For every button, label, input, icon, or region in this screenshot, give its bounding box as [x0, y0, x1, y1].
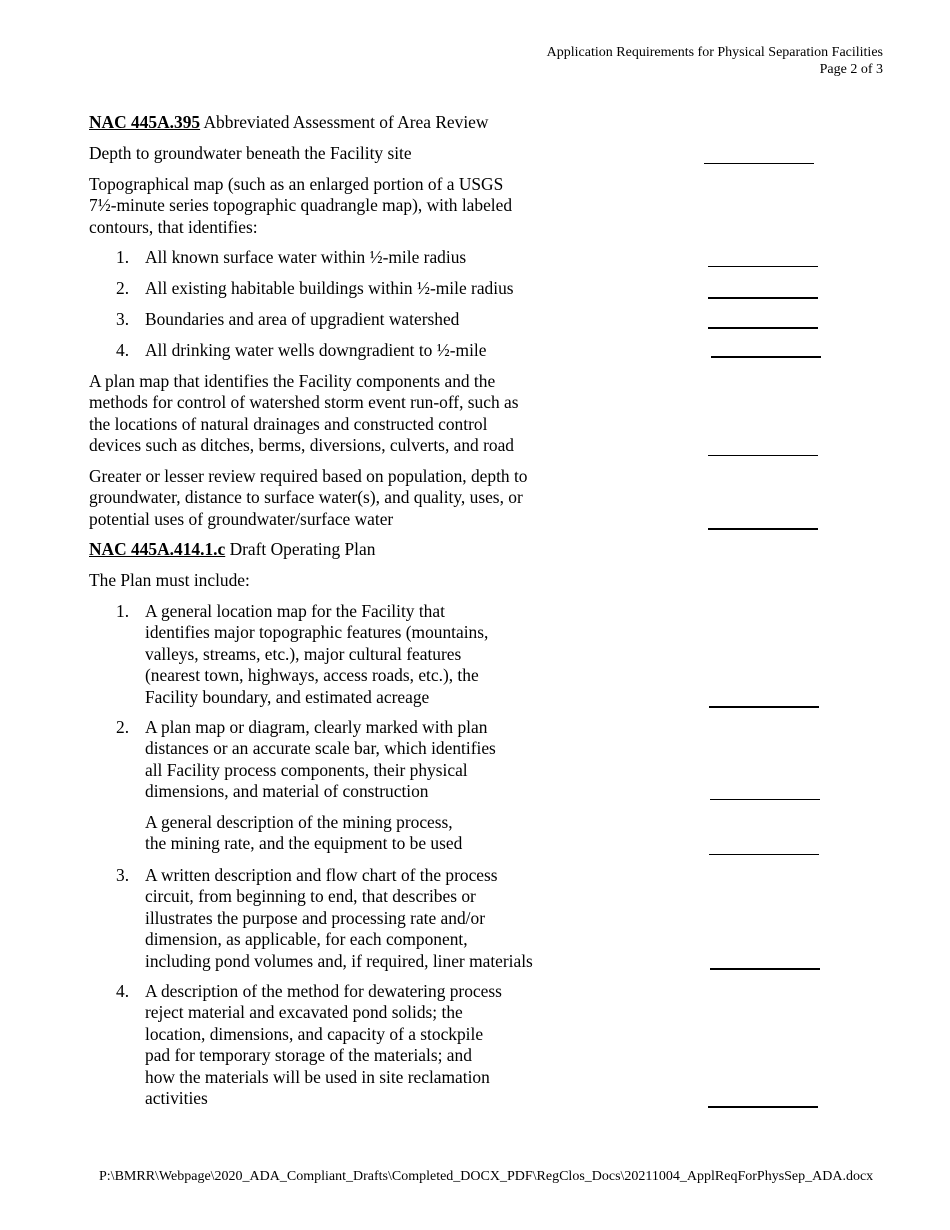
requirement-plan-map-line: the locations of natural drainages and constructed control	[89, 414, 488, 434]
page-header	[547, 44, 883, 78]
checkbox-line[interactable]	[708, 297, 818, 299]
regulation-code: NAC 445A.414.1.c	[89, 539, 226, 559]
checkbox-line[interactable]	[708, 266, 818, 267]
list-item-line: A general description of the mining process,	[145, 812, 453, 832]
list-item-line: A description of the method for dewatering process	[145, 981, 502, 1001]
list-number: 4.	[116, 340, 130, 360]
list-item-line: A general location map for the Facility that	[145, 601, 445, 621]
list-item-line: activities	[145, 1088, 208, 1108]
list-item-line: distances or an accurate scale bar, which identifies	[145, 738, 496, 758]
list-number: 2.	[116, 278, 130, 298]
list-item: All existing habitable buildings within ½-mile radius	[145, 278, 514, 298]
requirement-topo-line: contours, that identifies:	[89, 217, 258, 237]
requirement-topo-line: 7½-minute series topographic quadrangle map), with labeled	[89, 195, 513, 215]
requirement-plan-map-line: methods for control of watershed storm event run-off, such as	[89, 392, 519, 412]
list-item-line: pad for temporary storage of the materials; and	[145, 1045, 472, 1065]
requirement-review-line: potential uses of groundwater/surface water	[89, 509, 394, 529]
list-number: 1.	[116, 247, 130, 267]
section-title: Abbreviated Assessment of Area Review	[200, 112, 489, 132]
list-item-line: reject material and excavated pond solids; the	[145, 1002, 463, 1022]
list-item-line: including pond volumes and, if required, liner materials	[145, 951, 533, 971]
checkbox-line[interactable]	[711, 356, 821, 358]
list-item: All known surface water within ½-mile radius	[145, 247, 467, 267]
list-item-line: (nearest town, highways, access roads, etc.), the	[145, 665, 479, 685]
requirement-topo-line: Topographical map (such as an enlarged portion of a USGS	[89, 174, 504, 194]
checkbox-line[interactable]	[709, 706, 819, 708]
regulation-code: NAC 445A.395	[89, 112, 201, 132]
list-item-line: how the materials will be used in site reclamation	[145, 1067, 490, 1087]
list-item-line: A plan map or diagram, clearly marked with plan	[145, 717, 488, 737]
list-item: All drinking water wells downgradient to ½-mile	[145, 340, 487, 360]
list-item-line: the mining rate, and the equipment to be used	[145, 833, 463, 853]
checkbox-line[interactable]	[708, 327, 818, 329]
list-item-line: Facility boundary, and estimated acreage	[145, 687, 430, 707]
list-item-line: dimension, as applicable, for each component,	[145, 929, 468, 949]
checkbox-line[interactable]	[709, 854, 819, 855]
list-number: 2.	[116, 717, 130, 737]
footer-file-path: P:\BMRR\Webpage\2020_ADA_Compliant_Drafts\Completed_DOCX_PDF\RegClos_Docs\20211004_ApplReqForPhysSep_ADA.docx	[99, 1169, 874, 1184]
list-number: 1.	[116, 601, 130, 621]
section-title: Draft Operating Plan	[225, 539, 376, 559]
list-item-line: illustrates the purpose and processing rate and/or	[145, 908, 485, 928]
header-page-number: Page 2 of 3	[819, 62, 883, 77]
requirement-depth: Depth to groundwater beneath the Facility site	[89, 143, 412, 163]
checkbox-line[interactable]	[708, 528, 818, 530]
list-item-line: circuit, from beginning to end, that describes or	[145, 886, 476, 906]
list-item-line: identifies major topographic features (mountains,	[145, 622, 489, 642]
list-item-line: all Facility process components, their physical	[145, 760, 468, 780]
list-item-line: location, dimensions, and capacity of a stockpile	[145, 1024, 484, 1044]
checkbox-line[interactable]	[710, 968, 820, 970]
section-heading-assessment	[89, 112, 488, 134]
requirement-review-line: Greater or lesser review required based on population, depth to	[89, 466, 528, 486]
plan-intro: The Plan must include:	[89, 570, 250, 590]
list-number: 3.	[116, 309, 130, 329]
list-item-line: dimensions, and material of construction	[145, 781, 429, 801]
section-heading-operating-plan	[89, 539, 375, 561]
requirement-plan-map-line: devices such as ditches, berms, diversions, culverts, and road	[89, 435, 514, 455]
header-title: Application Requirements for Physical Separation Facilities	[546, 45, 883, 60]
checkbox-line[interactable]	[708, 455, 818, 456]
list-item-line: valleys, streams, etc.), major cultural features	[145, 644, 462, 664]
requirement-review-line: groundwater, distance to surface water(s), and quality, uses, or	[89, 487, 523, 507]
list-item: Boundaries and area of upgradient watershed	[145, 309, 460, 329]
checkbox-line[interactable]	[710, 799, 820, 800]
checkbox-line[interactable]	[708, 1106, 818, 1108]
list-item-line: A written description and flow chart of the process	[145, 865, 498, 885]
list-number: 4.	[116, 981, 130, 1001]
checkbox-line[interactable]	[704, 163, 814, 164]
requirement-plan-map-line: A plan map that identifies the Facility components and the	[89, 371, 496, 391]
list-number: 3.	[116, 865, 130, 885]
